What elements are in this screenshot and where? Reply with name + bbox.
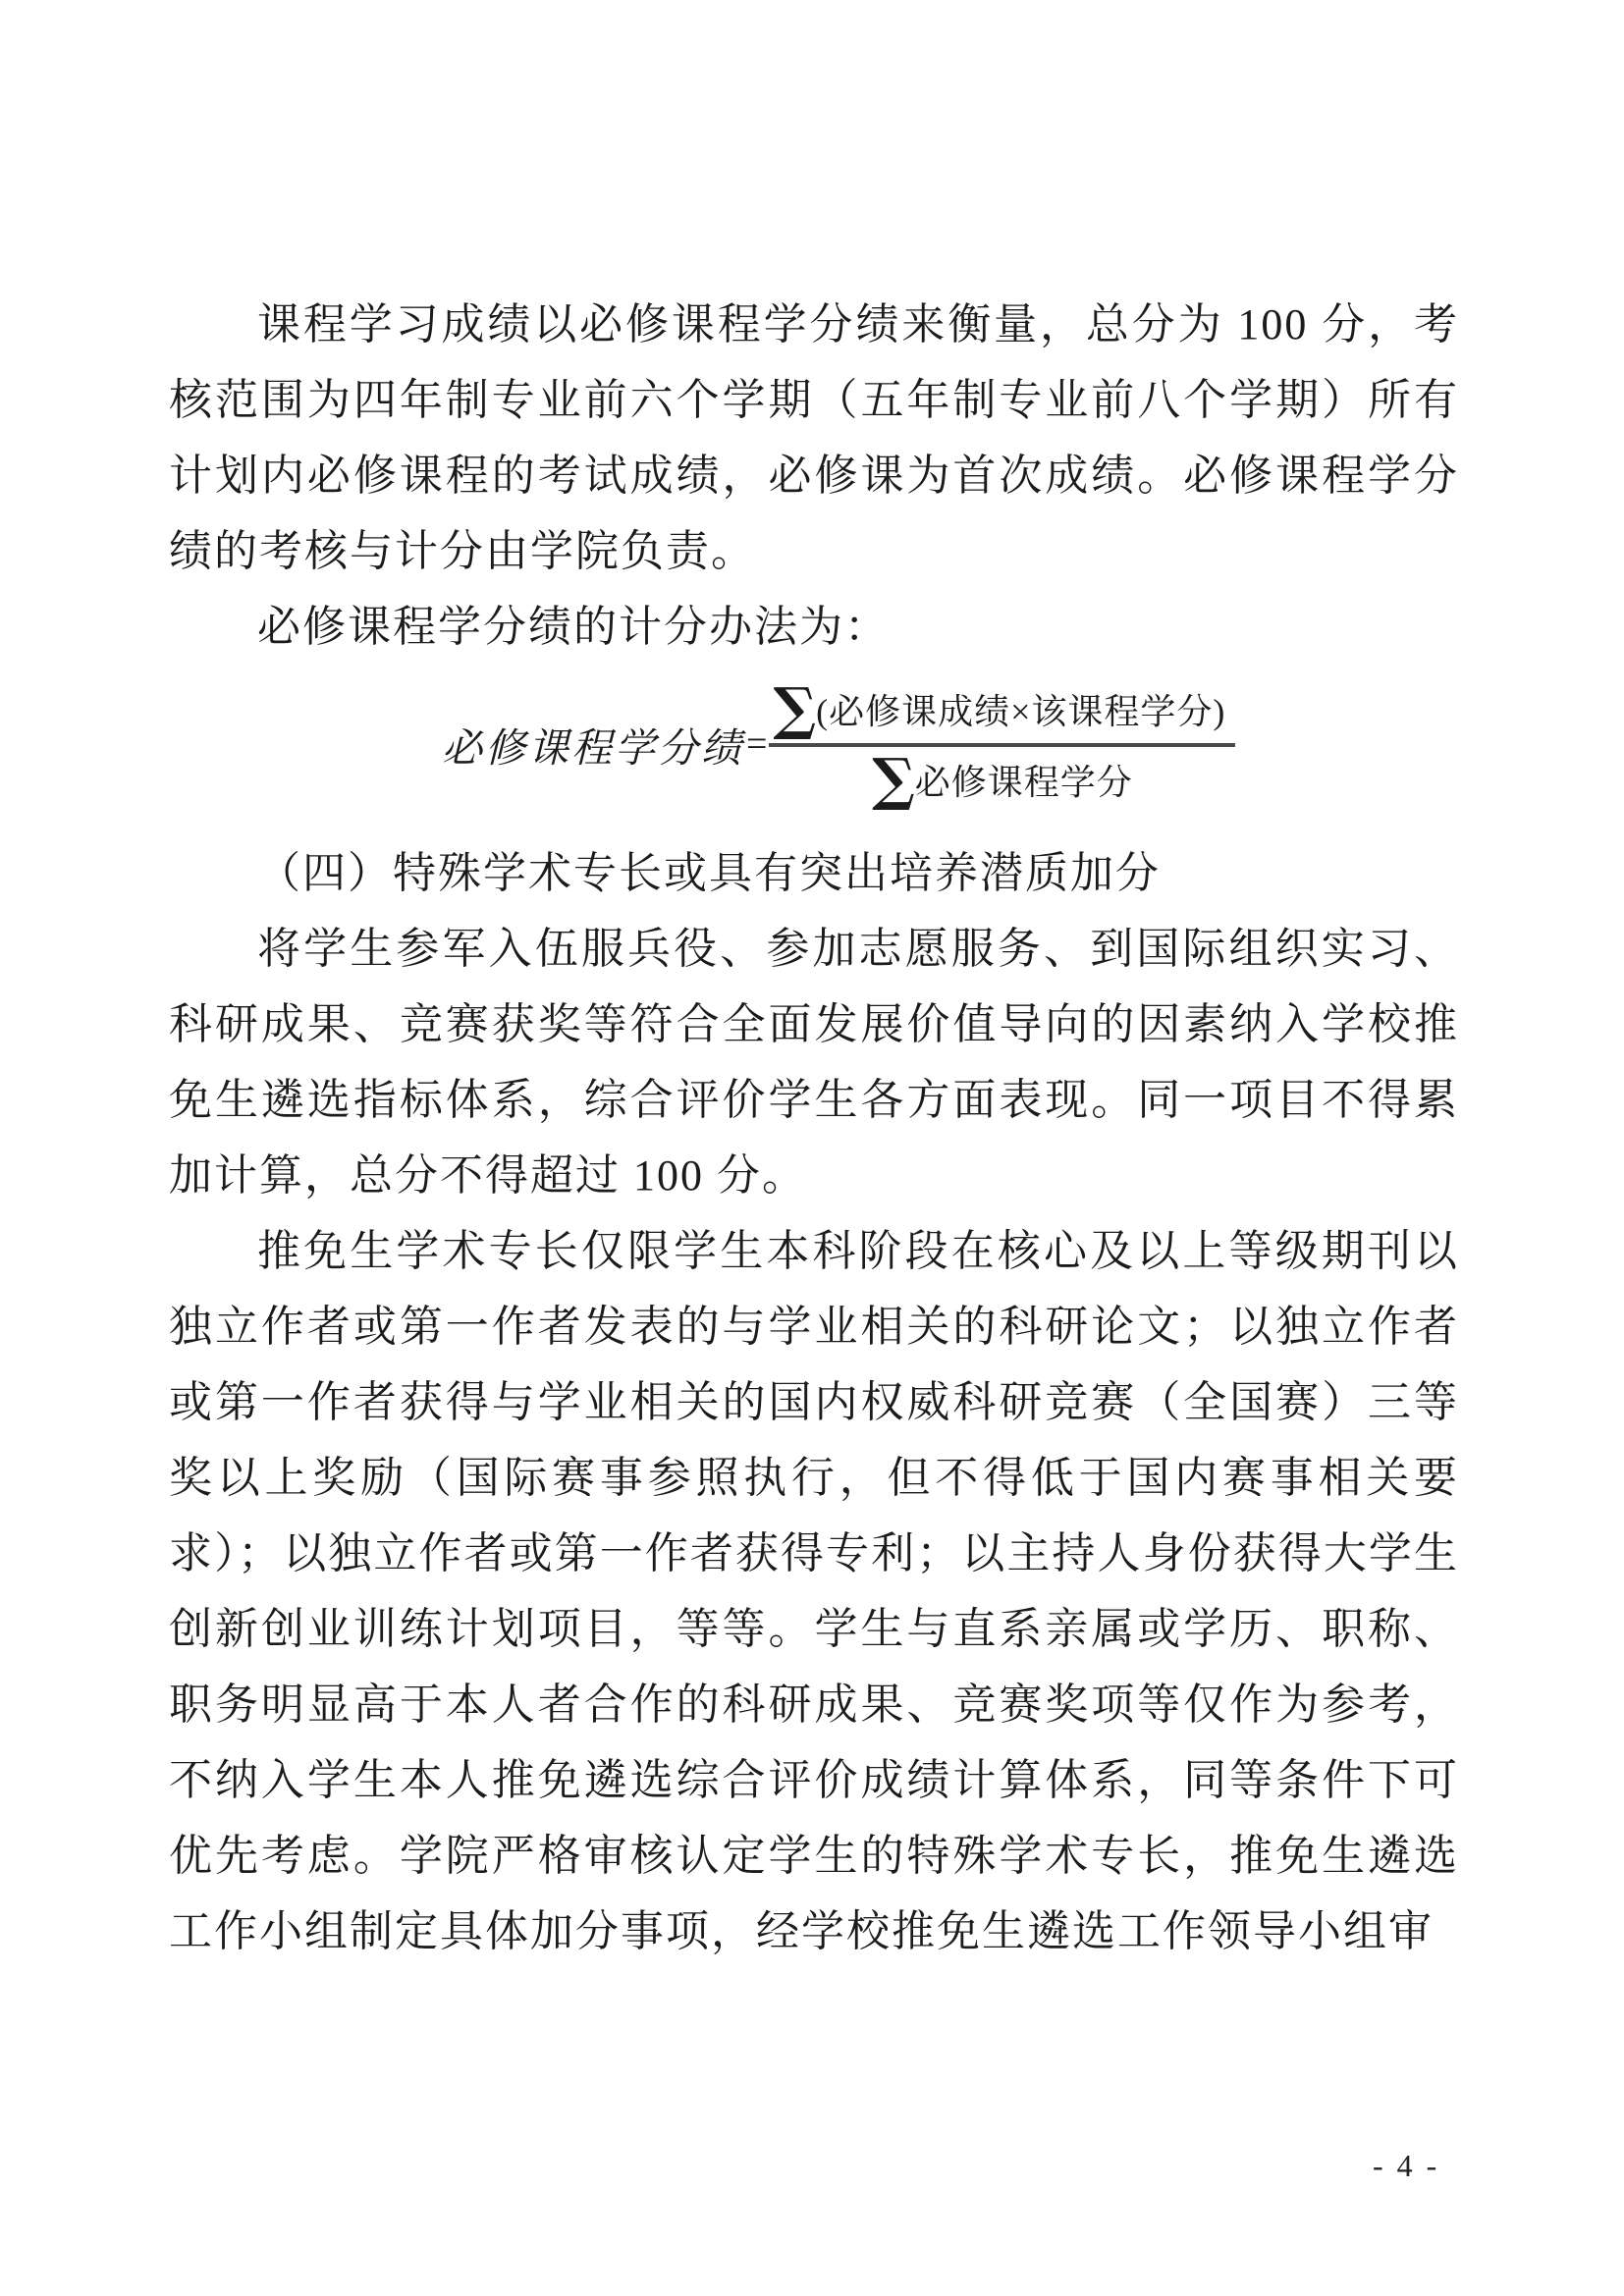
paragraph-course-grade-measure: 课程学习成绩以必修课程学分绩来衡量，总分为 100 分，考核范围为四年制专业前六个学期（五年制专业前八个学期）所有计划内必修课程的考试成绩，必修课为首次成绩。必修课程学分绩的考核与计分由学院负责。 [169, 300, 1459, 575]
sigma-symbol: ∑ [773, 675, 817, 742]
formula-denominator [872, 746, 1133, 813]
document-body [169, 287, 1459, 1969]
formula-denominator-text: 必修课程学分 [914, 762, 1133, 802]
sigma-symbol: ∑ [872, 746, 915, 813]
credit-gpa-formula [442, 675, 1459, 813]
paragraph-bonus-factors: 将学生参军入伍服兵役、参加志愿服务、到国际组织实习、科研成果、竞赛获奖等符合全面发展价值导向的因素纳入学校推免生遴选指标体系，综合评价学生各方面表现。同一项目不得累加计算，总分不得超过 100 分。 [169, 925, 1459, 1200]
formula-equals-sign: = [746, 723, 768, 765]
formula-fraction [769, 675, 1235, 813]
paragraph-formula-intro: 必修课程学分绩的计分办法为： [257, 603, 890, 651]
formula-lhs-label: 必修课程学分绩 [442, 724, 744, 771]
paragraph-section-four-heading: （四）特殊学术专长或具有突出培养潜质加分 [257, 849, 1161, 897]
paragraph-academic-specialty-rules: 推免生学术专长仅限学生本科阶段在核心及以上等级期刊以独立作者或第一作者发表的与学业相关的科研论文；以独立作者或第一作者获得与学业相关的国内权威科研竞赛（全国赛）三等奖以上奖励（国际赛事参照执行，但不得低于国内赛事相关要求）；以独立作者或第一作者获得专利；以主持人身份获得大学生创新创业训练计划项目，等等。学生与直系亲属或学历、职称、职务明显高于本人者合作的科研成果、竞赛奖项等仅作为参考，不纳入学生本人推免遴选综合评价成绩计算体系，同等条件下可优先考虑。学院严格审核认定学生的特殊学术专长，推免生遴选工作小组制定具体加分事项，经学校推免生遴选工作领导小组审 [169, 1227, 1459, 1955]
formula-numerator-text: (必修课成绩×该课程学分) [816, 691, 1226, 731]
formula-numerator [769, 675, 1235, 747]
page-number: - 4 - [1373, 2148, 1440, 2183]
